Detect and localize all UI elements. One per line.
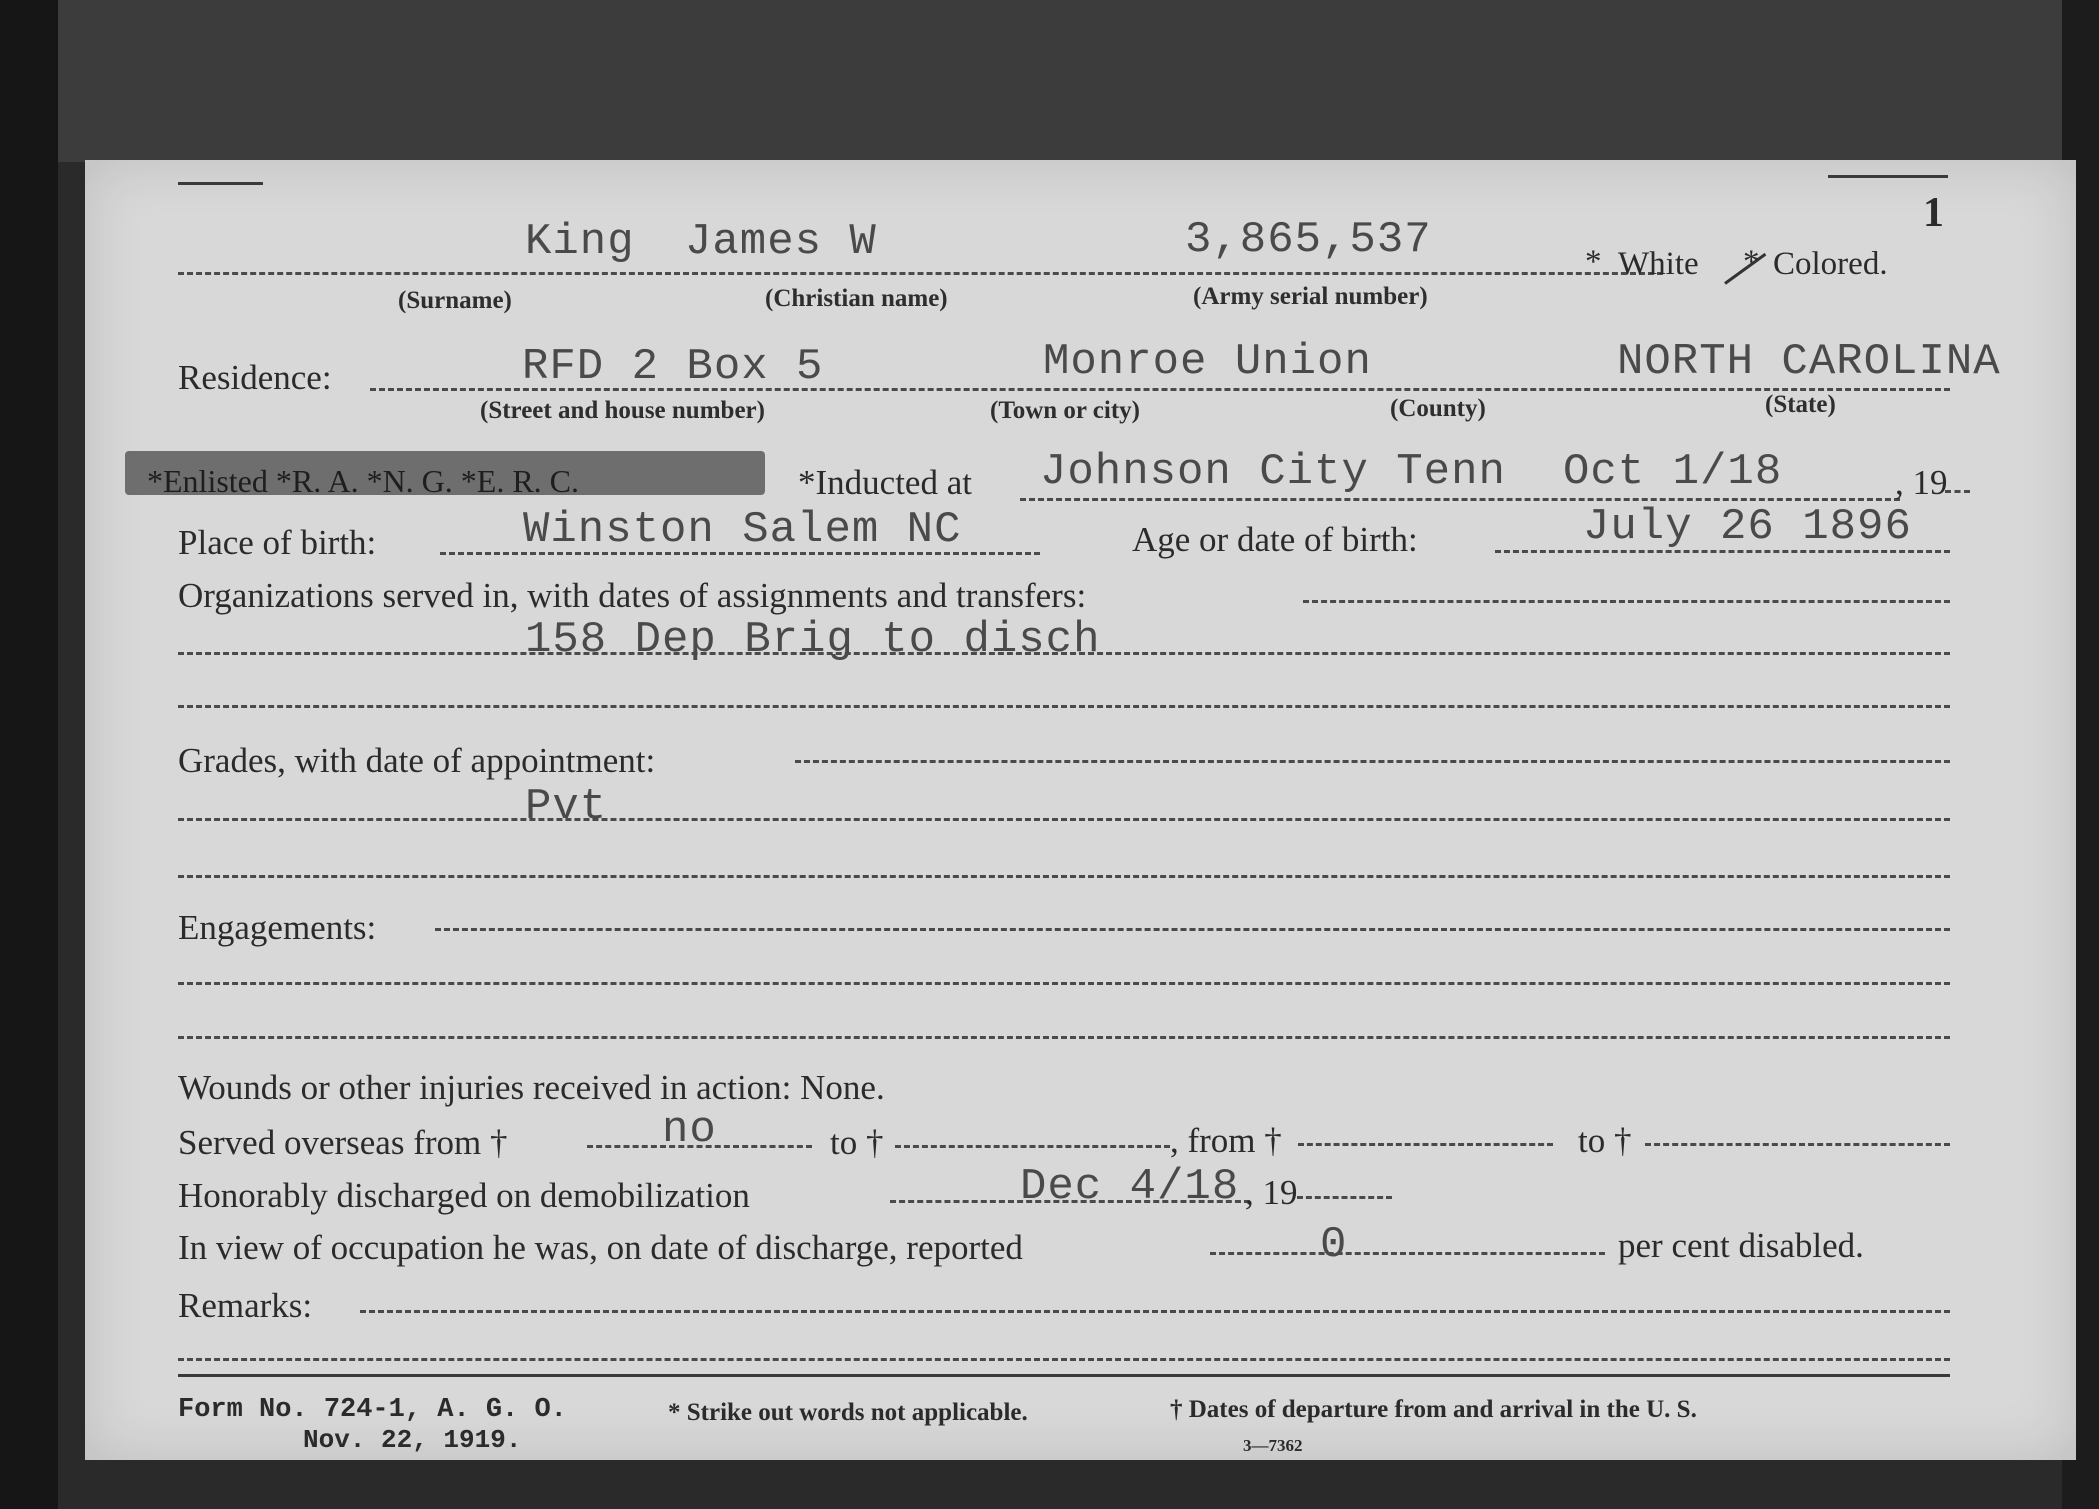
discharge-date-value: Dec 4/18: [1020, 1162, 1240, 1212]
organizations-label: Organizations served in, with dates of assignments and transfers:: [178, 576, 1087, 615]
race-white-struck: White: [1618, 246, 1699, 282]
christian-name-caption: (Christian name): [765, 285, 948, 312]
overseas-from2-line: [1298, 1143, 1553, 1146]
form-date: Nov. 22, 1919.: [303, 1425, 522, 1455]
strike-out-note: * Strike out words not applicable.: [668, 1399, 1028, 1426]
serial-caption: (Army serial number): [1193, 283, 1428, 310]
corner-mark-left: [178, 182, 263, 185]
street-caption: (Street and house number): [480, 397, 765, 424]
residence-town-county-value: Monroe Union: [1043, 337, 1372, 387]
organizations-line-2: [178, 652, 1950, 655]
induction-year-line: [1945, 490, 1970, 493]
residence-street-value: RFD 2 Box 5: [522, 342, 824, 392]
card-number: 1: [1923, 190, 1944, 236]
surname-caption: (Surname): [398, 287, 512, 314]
dates-footnote: † Dates of departure from and arrival in the U. S.: [1170, 1396, 1697, 1423]
disability-suffix: per cent disabled.: [1618, 1226, 1864, 1265]
struck-enlistment-options: *Enlisted *R. A. *N. G. *E. R. C.: [147, 463, 580, 499]
inducted-date-value: Oct 1/18: [1563, 447, 1783, 497]
wounds-statement: Wounds or other injuries received in action: None.: [178, 1068, 885, 1107]
service-record-card: [85, 160, 2076, 1460]
engagements-line-3: [178, 1036, 1950, 1039]
discharge-date-line: [890, 1200, 1250, 1203]
corner-mark-right: [1828, 175, 1948, 178]
discharge-year-suffix: , 19: [1245, 1173, 1298, 1212]
residence-line: [370, 388, 1950, 391]
discharge-year-line: [1297, 1196, 1392, 1199]
birth-date-value: July 26 1896: [1583, 502, 1912, 552]
form-number: Form No. 724-1, A. G. O.: [178, 1395, 567, 1425]
surname-value: King: [525, 217, 635, 267]
disability-line: [1210, 1252, 1605, 1255]
induction-line: [1020, 498, 1900, 501]
place-of-birth-label: Place of birth:: [178, 523, 377, 562]
race-asterisk-white: *: [1585, 244, 1602, 280]
footer-rule: [178, 1374, 1950, 1377]
discharge-label: Honorably discharged on demobilization: [178, 1176, 750, 1215]
print-code: 3—7362: [1243, 1436, 1303, 1455]
inducted-at-label: *Inducted at: [798, 463, 972, 502]
residence-state-value: NORTH CAROLINA: [1617, 337, 2001, 387]
birth-place-line: [440, 552, 1040, 555]
inducted-place-value: Johnson City Tenn: [1040, 447, 1506, 497]
engagements-line-2: [178, 982, 1950, 985]
disability-value: 0: [1320, 1220, 1348, 1270]
engagements-line-1: [435, 928, 1950, 931]
disability-label: In view of occupation he was, on date of discharge, reported: [178, 1228, 1023, 1267]
overseas-to-line: [895, 1145, 1170, 1148]
birth-date-line: [1495, 550, 1950, 553]
christian-name-value: James W: [685, 217, 877, 267]
race-colored-label: Colored.: [1773, 246, 1888, 282]
served-overseas-label: Served overseas from †: [178, 1123, 508, 1162]
overseas-to2-label: to †: [1578, 1121, 1632, 1160]
induction-year-suffix: , 19: [1895, 463, 1948, 502]
remarks-line-1: [360, 1310, 1950, 1313]
grades-line-2: [178, 818, 1950, 821]
grades-value: Pvt: [525, 782, 608, 832]
grades-line-3: [178, 875, 1950, 878]
serial-number-value: 3,865,537: [1185, 215, 1432, 265]
grades-label: Grades, with date of appointment:: [178, 741, 656, 780]
overseas-to2-line: [1645, 1143, 1950, 1146]
town-caption: (Town or city): [990, 397, 1140, 424]
overseas-from-line: [587, 1145, 812, 1148]
county-caption: (County): [1390, 395, 1486, 422]
engagements-label: Engagements:: [178, 908, 377, 947]
organizations-line-3: [178, 705, 1950, 708]
scanner-background: [0, 0, 2099, 162]
remarks-line-2: [178, 1358, 1950, 1361]
scan-left-edge: [0, 0, 58, 1509]
place-of-birth-value: Winston Salem NC: [523, 505, 962, 555]
overseas-to-label: to †: [830, 1123, 884, 1162]
age-or-birthdate-label: Age or date of birth:: [1132, 520, 1418, 559]
remarks-label: Remarks:: [178, 1286, 313, 1325]
overseas-from2-label: , from †: [1170, 1121, 1282, 1160]
race-asterisk-colored: *: [1743, 244, 1760, 280]
grades-line-1: [795, 760, 1950, 763]
state-caption: (State): [1765, 391, 1836, 418]
organizations-value: 158 Dep Brig to disch: [525, 615, 1101, 665]
served-overseas-from-value: no: [662, 1105, 717, 1155]
organizations-line-1: [1303, 600, 1950, 603]
residence-label: Residence:: [178, 358, 332, 397]
name-line: [178, 272, 1663, 275]
